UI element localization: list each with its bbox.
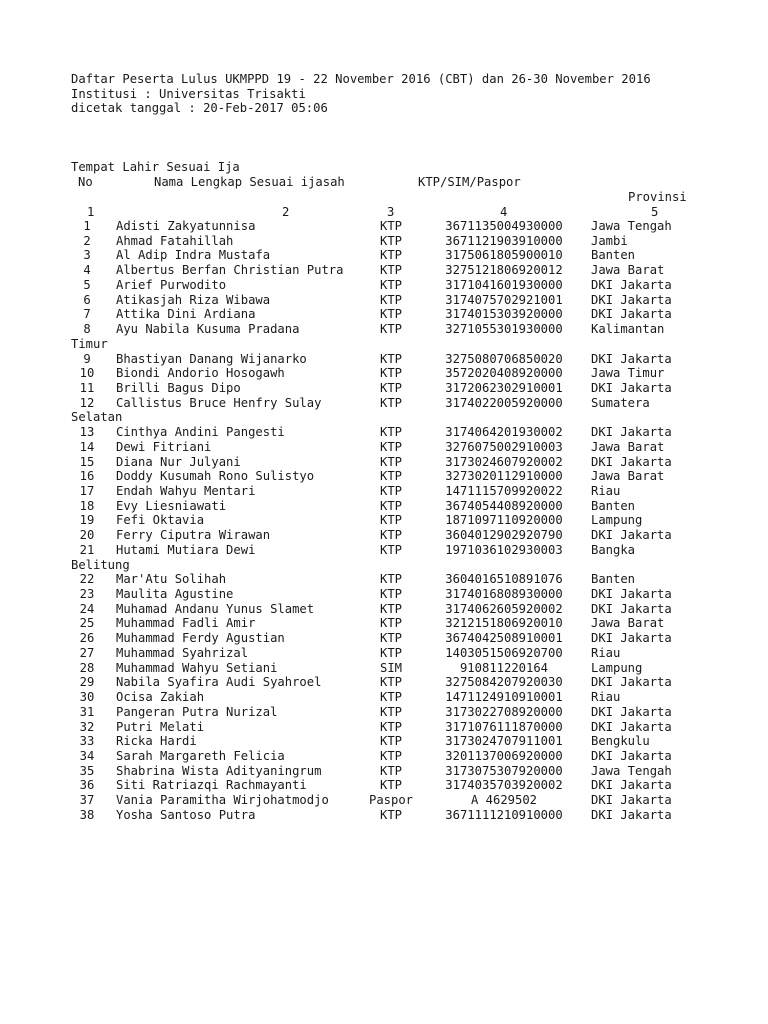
id-type: KTP bbox=[379, 366, 402, 381]
id-number: 3174062605920002 bbox=[445, 601, 563, 616]
id-type: KTP bbox=[379, 292, 402, 307]
province: DKI Jakarta bbox=[591, 307, 672, 322]
row-number: 37 bbox=[79, 793, 95, 808]
table-row bbox=[0, 513, 768, 528]
participant-name: Attika Dini Ardiana bbox=[116, 307, 256, 322]
id-number: 3174022005920000 bbox=[445, 395, 563, 410]
province-continuation: Selatan bbox=[71, 410, 123, 425]
participant-name: Ahmad Fatahillah bbox=[116, 233, 234, 248]
participant-name: Ayu Nabila Kusuma Pradana bbox=[116, 322, 300, 336]
row-number: 34 bbox=[79, 748, 95, 763]
id-number: 3172062302910001 bbox=[445, 380, 563, 395]
province: Jawa Barat bbox=[591, 439, 665, 454]
id-type: KTP bbox=[379, 395, 402, 410]
column-header-no: No bbox=[78, 175, 93, 189]
id-number: 3674054408920000 bbox=[445, 498, 563, 513]
table-row bbox=[0, 631, 768, 646]
id-number: 3171041601930000 bbox=[445, 277, 563, 292]
row-number: 28 bbox=[79, 660, 95, 675]
province-continuation: Belitung bbox=[71, 557, 130, 572]
id-number: 3174064201930002 bbox=[445, 425, 563, 440]
id-type: KTP bbox=[379, 587, 402, 601]
participant-name: Brilli Bagus Dipo bbox=[116, 380, 241, 395]
table-row bbox=[0, 352, 768, 367]
id-type: KTP bbox=[379, 690, 402, 704]
id-number: 3174035703920002 bbox=[445, 778, 563, 793]
id-type: KTP bbox=[379, 631, 402, 646]
participant-name: Ocisa Zakiah bbox=[116, 690, 205, 704]
id-type: KTP bbox=[379, 719, 402, 734]
province: Bangka bbox=[591, 542, 636, 557]
id-number: 3175061805900010 bbox=[445, 248, 563, 263]
participant-name: Bhastiyan Danang Wijanarko bbox=[116, 351, 307, 366]
table-row bbox=[0, 293, 768, 308]
id-type: KTP bbox=[379, 277, 402, 292]
participant-name: Muhammad Syahrizal bbox=[116, 645, 249, 660]
table-row bbox=[0, 263, 768, 278]
province: Banten bbox=[591, 498, 636, 513]
row-number: 21 bbox=[79, 542, 95, 557]
province: Banten bbox=[591, 572, 636, 587]
table-row bbox=[0, 425, 768, 440]
table-row bbox=[0, 469, 768, 484]
table-row bbox=[0, 248, 768, 263]
province: DKI Jakarta bbox=[591, 601, 672, 616]
row-number: 8 bbox=[83, 322, 91, 336]
id-number: 3173024707911001 bbox=[445, 734, 563, 749]
row-number: 10 bbox=[79, 366, 95, 381]
id-type: KTP bbox=[379, 425, 402, 440]
row-number: 15 bbox=[79, 454, 95, 469]
column-index-4: 4 bbox=[500, 205, 508, 219]
participant-name: Mar'Atu Solihah bbox=[116, 572, 227, 587]
printed-date-line: dicetak tanggal : 20-Feb-2017 05:06 bbox=[71, 101, 328, 115]
row-number: 9 bbox=[83, 351, 91, 366]
id-type: KTP bbox=[379, 307, 402, 322]
row-number: 33 bbox=[79, 734, 95, 749]
table-row bbox=[0, 322, 768, 337]
row-number: 32 bbox=[79, 719, 95, 734]
province: Jawa Barat bbox=[591, 616, 665, 631]
province: Jambi bbox=[591, 233, 628, 248]
participant-name: Muhammad Fadli Amir bbox=[116, 616, 256, 631]
column-index-1: 1 bbox=[87, 205, 95, 219]
id-type: KTP bbox=[379, 616, 402, 631]
column-index-2: 2 bbox=[282, 205, 290, 219]
table-row bbox=[0, 808, 768, 823]
row-number: 23 bbox=[79, 587, 95, 601]
document-title: Daftar Peserta Lulus UKMPPD 19 - 22 November 2016 (CBT) dan 26-30 November 2016 bbox=[71, 72, 651, 86]
id-number: 1971036102930003 bbox=[445, 542, 563, 557]
id-type: KTP bbox=[379, 484, 402, 498]
id-number: 3671121903910000 bbox=[445, 233, 563, 248]
table-row bbox=[0, 793, 768, 808]
id-type: KTP bbox=[379, 542, 402, 557]
table-row bbox=[0, 705, 768, 720]
participant-name: Yosha Santoso Putra bbox=[116, 807, 256, 822]
participant-name: Doddy Kusumah Rono Sulistyo bbox=[116, 469, 315, 484]
row-number: 11 bbox=[79, 380, 95, 395]
column-header-name: Nama Lengkap Sesuai ijasah bbox=[154, 175, 345, 189]
province: Lampung bbox=[591, 660, 643, 675]
id-number: 3174016808930000 bbox=[445, 587, 563, 601]
row-number: 4 bbox=[83, 263, 91, 278]
id-number: 3674042508910001 bbox=[445, 631, 563, 646]
province: Riau bbox=[591, 484, 621, 498]
participant-name: Al Adip Indra Mustafa bbox=[116, 248, 271, 263]
province: Kalimantan bbox=[591, 322, 665, 336]
province: DKI Jakarta bbox=[591, 380, 672, 395]
id-type: KTP bbox=[379, 454, 402, 469]
row-number: 24 bbox=[79, 601, 95, 616]
table-row bbox=[0, 278, 768, 293]
id-number: 3201137006920000 bbox=[445, 748, 563, 763]
column-index-5: 5 bbox=[651, 205, 659, 219]
id-number: 3275084207920030 bbox=[445, 675, 563, 690]
id-number: 3171076111870000 bbox=[445, 719, 563, 734]
participant-name: Hutami Mutiara Dewi bbox=[116, 542, 256, 557]
id-number: 3604016510891076 bbox=[445, 572, 563, 587]
participant-name: Atikasjah Riza Wibawa bbox=[116, 292, 271, 307]
id-number: 3273020112910000 bbox=[445, 469, 563, 484]
row-number: 13 bbox=[79, 425, 95, 440]
id-number: 3276075002910003 bbox=[445, 439, 563, 454]
id-type: KTP bbox=[379, 748, 402, 763]
row-number: 6 bbox=[83, 292, 91, 307]
row-number: 26 bbox=[79, 631, 95, 646]
row-number: 27 bbox=[79, 645, 95, 660]
province: Lampung bbox=[591, 513, 643, 528]
table-row bbox=[0, 749, 768, 764]
province: DKI Jakarta bbox=[591, 454, 672, 469]
table-row bbox=[0, 484, 768, 499]
id-number: 3271055301930000 bbox=[445, 322, 563, 336]
id-type: KTP bbox=[379, 219, 402, 233]
row-number: 14 bbox=[79, 439, 95, 454]
id-type: KTP bbox=[379, 807, 402, 822]
id-type: KTP bbox=[379, 763, 402, 778]
table-row bbox=[0, 528, 768, 543]
table-row bbox=[0, 572, 768, 587]
row-number: 19 bbox=[79, 513, 95, 528]
participant-name: Muhamad Andanu Yunus Slamet bbox=[116, 601, 315, 616]
id-number: 1471115709920022 bbox=[445, 484, 563, 498]
participant-name: Ricka Hardi bbox=[116, 734, 197, 749]
table-row bbox=[0, 499, 768, 514]
table-row bbox=[0, 234, 768, 249]
row-number: 38 bbox=[79, 807, 95, 822]
row-number: 7 bbox=[83, 307, 91, 322]
row-number: 25 bbox=[79, 616, 95, 631]
province: DKI Jakarta bbox=[591, 292, 672, 307]
id-number: 3174015303920000 bbox=[445, 307, 563, 322]
table-row bbox=[0, 720, 768, 735]
province: DKI Jakarta bbox=[591, 631, 672, 646]
participant-name: Siti Ratriazqi Rachmayanti bbox=[116, 778, 307, 793]
table-row bbox=[0, 646, 768, 661]
id-number: 1403051506920700 bbox=[445, 645, 563, 660]
row-number: 31 bbox=[79, 704, 95, 719]
participant-name: Putri Melati bbox=[116, 719, 205, 734]
id-number: 3174075702921001 bbox=[445, 292, 563, 307]
row-number: 30 bbox=[79, 690, 95, 704]
row-number: 17 bbox=[79, 484, 95, 498]
province: Sumatera bbox=[591, 395, 650, 410]
participant-name: Cinthya Andini Pangesti bbox=[116, 425, 285, 440]
id-type: KTP bbox=[379, 675, 402, 690]
table-row bbox=[0, 690, 768, 705]
participant-name: Callistus Bruce Henfry Sulay bbox=[116, 395, 322, 410]
row-number: 20 bbox=[79, 528, 95, 543]
table-row bbox=[0, 616, 768, 631]
participant-name: Dewi Fitriani bbox=[116, 439, 212, 454]
participant-name: Muhammad Ferdy Agustian bbox=[116, 631, 285, 646]
id-type: KTP bbox=[379, 778, 402, 793]
participant-name: Muhammad Wahyu Setiani bbox=[116, 660, 278, 675]
id-type: KTP bbox=[379, 351, 402, 366]
participant-name: Nabila Syafira Audi Syahroel bbox=[116, 675, 322, 690]
participant-name: Pangeran Putra Nurizal bbox=[116, 704, 278, 719]
participant-name: Sarah Margareth Felicia bbox=[116, 748, 285, 763]
province: DKI Jakarta bbox=[591, 351, 672, 366]
table-row bbox=[0, 602, 768, 617]
id-number: 3572020408920000 bbox=[445, 366, 563, 381]
id-type: KTP bbox=[379, 498, 402, 513]
id-number: 3212151806920010 bbox=[445, 616, 563, 631]
province: DKI Jakarta bbox=[591, 675, 672, 690]
id-type: KTP bbox=[379, 469, 402, 484]
participant-name: Vania Paramitha Wirjohatmodjo bbox=[116, 793, 329, 808]
id-number: 3671111210910000 bbox=[445, 807, 563, 822]
id-type: KTP bbox=[379, 601, 402, 616]
participant-name: Endah Wahyu Mentari bbox=[116, 484, 256, 498]
id-number: 1871097110920000 bbox=[445, 513, 563, 528]
row-number: 2 bbox=[83, 233, 91, 248]
province: Riau bbox=[591, 690, 621, 704]
birthplace-header: Tempat Lahir Sesuai Ija bbox=[71, 160, 240, 174]
province: Jawa Barat bbox=[591, 263, 665, 278]
table-row bbox=[0, 661, 768, 676]
participant-name: Adisti Zakyatunnisa bbox=[116, 219, 256, 233]
id-number: 1471124910910001 bbox=[445, 690, 563, 704]
row-number: 3 bbox=[83, 248, 91, 263]
column-header-id: KTP/SIM/Paspor bbox=[418, 175, 521, 189]
institution-line: Institusi : Universitas Trisakti bbox=[71, 87, 306, 101]
participant-name: Maulita Agustine bbox=[116, 587, 234, 601]
id-type: SIM bbox=[379, 660, 402, 675]
province: DKI Jakarta bbox=[591, 425, 672, 440]
participant-name: Arief Purwodito bbox=[116, 277, 227, 292]
row-number: 1 bbox=[83, 219, 91, 233]
id-number: 3604012902920790 bbox=[445, 528, 563, 543]
table-row bbox=[0, 307, 768, 322]
id-type: KTP bbox=[379, 380, 402, 395]
id-type: KTP bbox=[379, 704, 402, 719]
province: Jawa Timur bbox=[591, 366, 665, 381]
province: DKI Jakarta bbox=[591, 778, 672, 793]
id-type: KTP bbox=[379, 233, 402, 248]
table-row bbox=[0, 778, 768, 793]
column-header-province: Provinsi bbox=[628, 190, 687, 204]
province: DKI Jakarta bbox=[591, 748, 672, 763]
table-row bbox=[0, 764, 768, 779]
id-type: Paspor bbox=[368, 793, 414, 808]
id-number: 910811220164 bbox=[459, 660, 549, 675]
province: Riau bbox=[591, 645, 621, 660]
province: DKI Jakarta bbox=[591, 277, 672, 292]
table-row bbox=[0, 455, 768, 470]
id-type: KTP bbox=[379, 513, 402, 528]
province: DKI Jakarta bbox=[591, 793, 672, 808]
table-row bbox=[0, 381, 768, 396]
province-continuation: Timur bbox=[71, 336, 108, 351]
id-number: 3275080706850020 bbox=[445, 351, 563, 366]
column-index-3: 3 bbox=[387, 205, 395, 219]
province: Banten bbox=[591, 248, 636, 263]
id-number: A 4629502 bbox=[470, 793, 538, 808]
participant-name: Fefi Oktavia bbox=[116, 513, 205, 528]
id-number: 3275121806920012 bbox=[445, 263, 563, 278]
province: DKI Jakarta bbox=[591, 704, 672, 719]
id-type: KTP bbox=[379, 248, 402, 263]
participant-name: Biondi Andorio Hosogawh bbox=[116, 366, 285, 381]
id-number: 3671135004930000 bbox=[445, 219, 563, 233]
province: DKI Jakarta bbox=[591, 719, 672, 734]
row-number: 5 bbox=[83, 277, 91, 292]
id-type: KTP bbox=[379, 734, 402, 749]
table-row bbox=[0, 396, 768, 411]
table-row bbox=[0, 440, 768, 455]
row-number: 36 bbox=[79, 778, 95, 793]
id-number: 3173024607920002 bbox=[445, 454, 563, 469]
table-row bbox=[0, 587, 768, 602]
participant-name: Shabrina Wista Adityaningrum bbox=[116, 763, 322, 778]
province: Jawa Tengah bbox=[591, 763, 672, 778]
province: DKI Jakarta bbox=[591, 587, 672, 601]
row-number: 29 bbox=[79, 675, 95, 690]
province: Bengkulu bbox=[591, 734, 650, 749]
table-row bbox=[0, 366, 768, 381]
participant-name: Ferry Ciputra Wirawan bbox=[116, 528, 271, 543]
table-row bbox=[0, 734, 768, 749]
participant-name: Diana Nur Julyani bbox=[116, 454, 241, 469]
id-type: KTP bbox=[379, 572, 402, 587]
participant-name: Evy Liesniawati bbox=[116, 498, 227, 513]
table-row bbox=[0, 219, 768, 234]
table-row bbox=[0, 675, 768, 690]
province: DKI Jakarta bbox=[591, 528, 672, 543]
row-number: 22 bbox=[79, 572, 95, 587]
province: Jawa Tengah bbox=[591, 219, 672, 233]
row-number: 18 bbox=[79, 498, 95, 513]
id-number: 3173075307920000 bbox=[445, 763, 563, 778]
province: Jawa Barat bbox=[591, 469, 665, 484]
id-type: KTP bbox=[379, 263, 402, 278]
province: DKI Jakarta bbox=[591, 807, 672, 822]
row-number: 12 bbox=[79, 395, 95, 410]
row-number: 35 bbox=[79, 763, 95, 778]
id-number: 3173022708920000 bbox=[445, 704, 563, 719]
id-type: KTP bbox=[379, 645, 402, 660]
table-row bbox=[0, 543, 768, 558]
id-type: KTP bbox=[379, 322, 402, 336]
id-type: KTP bbox=[379, 439, 402, 454]
id-type: KTP bbox=[379, 528, 402, 543]
participant-name: Albertus Berfan Christian Putra bbox=[116, 263, 344, 278]
row-number: 16 bbox=[79, 469, 95, 484]
